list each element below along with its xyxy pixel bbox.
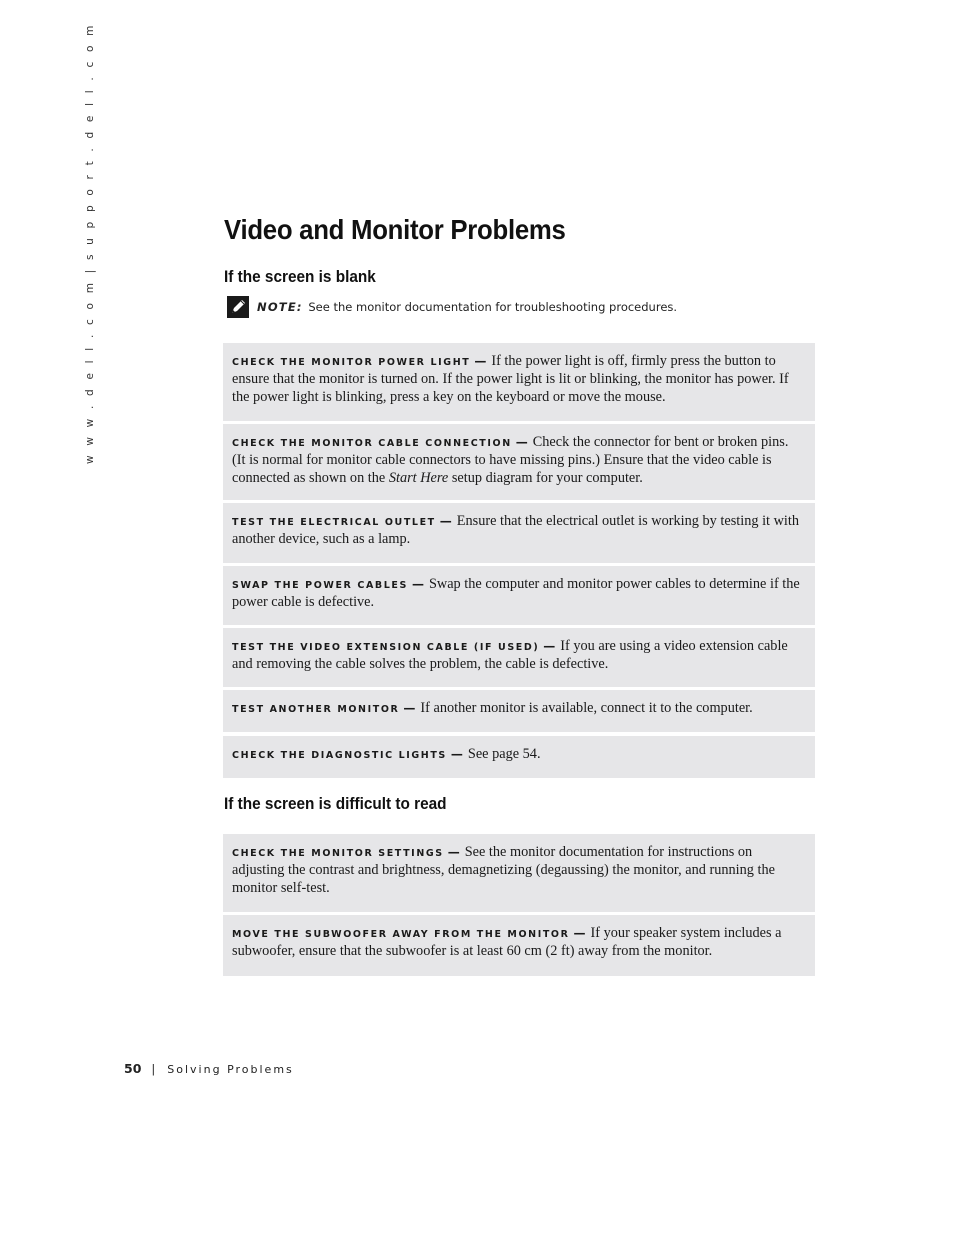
tip-box-subwoofer — [223, 915, 815, 976]
tip-text-italic: Start Here — [388, 469, 449, 486]
tip-lead: CHECK THE MONITOR POWER LIGHT — [232, 357, 471, 368]
note-pencil-icon — [227, 296, 249, 318]
tip-lead: CHECK THE MONITOR CABLE CONNECTION — [232, 438, 512, 449]
tip-box-another-monitor — [223, 690, 815, 732]
tip-box-power-light — [223, 343, 815, 421]
tip-lead: TEST THE VIDEO EXTENSION CABLE (IF USED) — [232, 642, 540, 653]
section-heading-blank: If the screen is blank — [224, 268, 376, 286]
tip-dash: — — [447, 845, 460, 859]
note-body: See the monitor documentation for troubleshooting procedures. — [308, 300, 678, 314]
note-label: NOTE: — [257, 300, 303, 314]
tip-box-power-cables — [223, 566, 815, 625]
tip-lead: TEST THE ELECTRICAL OUTLET — [232, 517, 436, 528]
tip-lead: SWAP THE POWER CABLES — [232, 580, 408, 591]
tip-text: If the power light is off, firmly press the button to ensure that the monitor is turned on. If the power light is lit or blinking, the monitor has power. If the power light is blinking, press a key on the keyboard or move the mouse. — [232, 353, 789, 405]
tip-dash: — — [515, 435, 528, 449]
tip-dash: — — [543, 639, 556, 653]
tip-text: Ensure that the electrical outlet is working by testing it with another device, such as a lamp. — [232, 513, 800, 548]
page-title: Video and Monitor Problems — [224, 214, 566, 245]
tip-text: If your speaker system includes a subwoofer, ensure that the subwoofer is at least 60 cm (2 ft) away from the monitor. — [232, 925, 782, 960]
tip-text: If another monitor is available, connect it to the computer. — [420, 700, 753, 716]
tip-box-cable-connection — [223, 424, 815, 500]
tip-dash: — — [411, 577, 424, 591]
tip-text: See page 54. — [467, 746, 541, 762]
tip-text-after: setup diagram for your computer. — [451, 469, 643, 486]
page-number: 50 — [124, 1061, 142, 1076]
tip-lead: CHECK THE DIAGNOSTIC LIGHTS — [232, 750, 447, 761]
tip-text: If you are using a video extension cable and removing the cable solves the problem, the cable is defective. — [232, 638, 788, 673]
page-footer — [124, 1061, 294, 1076]
tip-box-diagnostic-lights — [223, 736, 815, 778]
tip-dash: — — [573, 926, 586, 940]
tip-dash: — — [450, 747, 463, 761]
tip-text: Swap the computer and monitor power cables to determine if the power cable is defective. — [232, 576, 800, 611]
tip-box-monitor-settings — [223, 834, 815, 912]
tip-dash: — — [403, 701, 416, 715]
tip-box-electrical-outlet — [223, 503, 815, 563]
section-heading-difficult: If the screen is difficult to read — [224, 795, 447, 813]
tip-box-video-extension-cable — [223, 628, 815, 687]
tip-dash: — — [439, 514, 452, 528]
tip-lead: CHECK THE MONITOR SETTINGS — [232, 848, 444, 859]
tip-lead: TEST ANOTHER MONITOR — [232, 704, 400, 715]
note-text — [257, 300, 677, 314]
tip-text: See the monitor documentation for instructions on adjusting the contrast and brightness, demagnetizing (degaussing) the monitor, and running the monitor self-test. — [232, 844, 775, 896]
tip-lead: MOVE THE SUBWOOFER AWAY FROM THE MONITOR — [232, 929, 570, 940]
footer-label: Solving Problems — [167, 1063, 294, 1076]
note — [227, 296, 827, 320]
side-url: w w w . d e l l . c o m | s u p p o r t . d e l l . c o m — [84, 22, 96, 464]
footer-separator: | — [151, 1062, 156, 1076]
tip-dash: — — [474, 354, 487, 368]
tip-text: Check the connector for bent or broken pins. (It is normal for monitor cable connectors to have missing pins.) Ensure that the video cable is connected as shown on the — [232, 434, 789, 486]
